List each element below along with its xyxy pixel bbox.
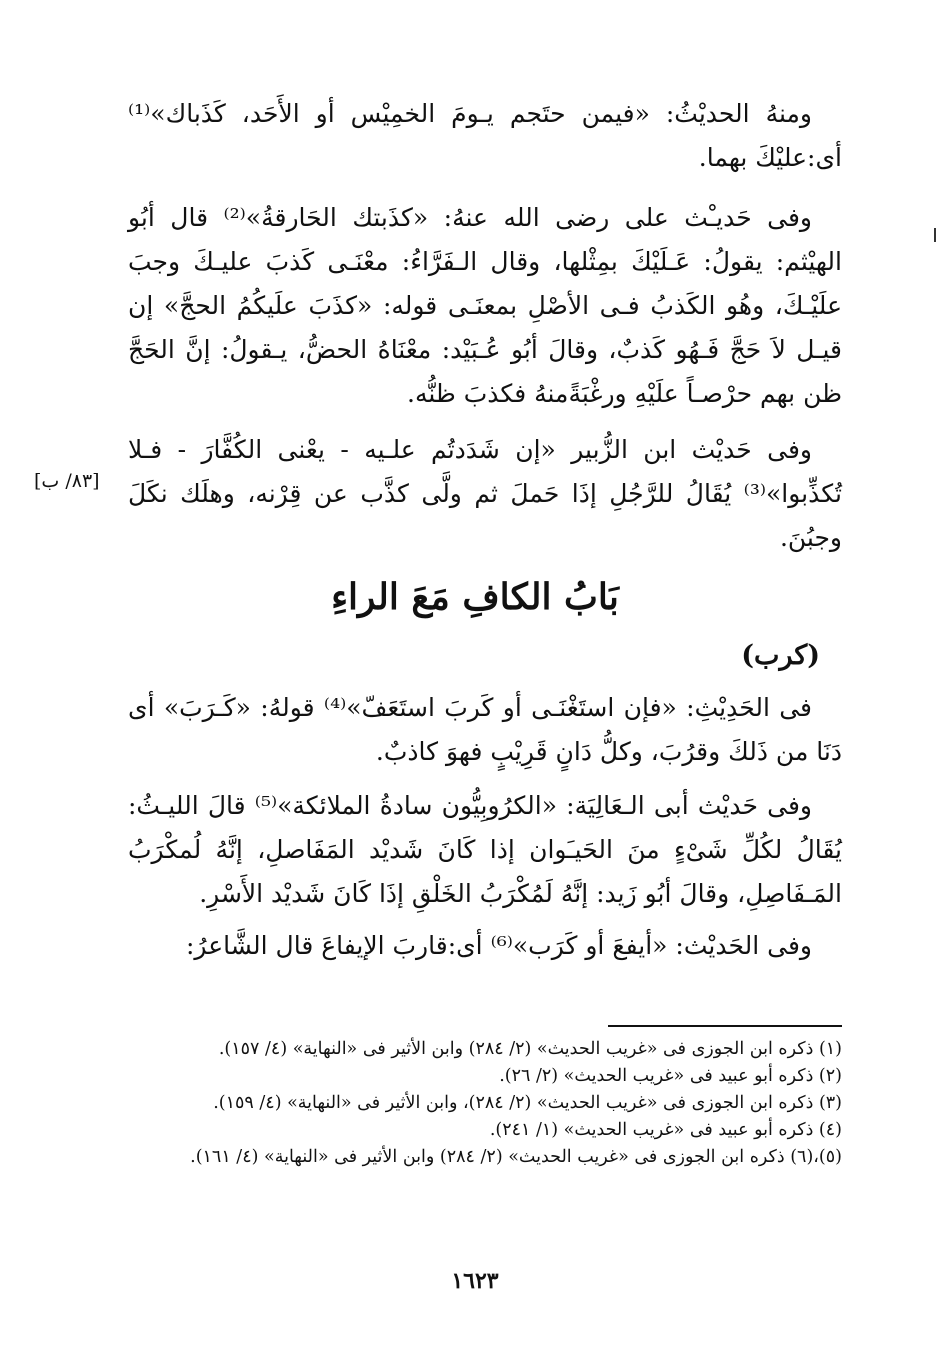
page-number: ١٦٢٣ [451, 1268, 499, 1294]
footnotes [130, 1036, 842, 1171]
footnote-2: (٢) ذكره أبو عبيد فى «غريب الحديث» (٢/ ٢٦). [499, 1066, 842, 1086]
footnote-5-6: (٥)،(٦) ذكره ابن الجوزى فى «غريب الحديث» (٢/ ٢٨٤) وابن الأثير فى «النهاية» (٤/ ١٦١). [190, 1147, 842, 1167]
footnote-separator [608, 1025, 842, 1027]
paragraph-6: وفى الحَديْث: «أيفعَ أو كَرَب»⁽⁶⁾ أى:قاربَ الإيفاعَ قال الشَّاعرُ: [185, 931, 812, 960]
paragraph-2: وفى حَديـْث على رضى الله عنهُ: «كذَبتك الحَارقةُ»⁽²⁾ قال أبُو الهيْثم: يقولُ: عَـلَيْكَ بمِثْلها، وقال الـفَرَّاءُ: معْنَـى كَذبَ عليـكَ وجبَ علَيْـكَ، وهُو الكَذبُ فـى الأصْلِ بمعنَـى قوله: «كذَبَ علَيكُمُ الحجَّ» إن قيـل لاَ حَجَّ فَـهُو كَذبٌ، وقالَ أبُو عُـبَيْد: معْنَاهُ الحضُّ، يـقولُ: إنَّ الحَجَّ ظن بهم حرْصـاً علَيْهِ ورغْبَةًمنهُ فكذبَ ظنُّه. [128, 203, 842, 408]
scan-artifact-mark [934, 228, 936, 242]
chapter-title: بَابُ الكافِ مَعَ الراءِ [331, 576, 619, 618]
margin-folio-reference: [٨٣/ ب] [34, 470, 100, 492]
footnote-4: (٤) ذكره أبو عبيد فى «غريب الحديث» (١/ ٢٤١). [489, 1120, 842, 1140]
paragraph-3: وفى حَديْث ابن الزُّبير «إن شَدَدتُم علـيه - يعْنى الكُفَّارَ - فـلا تُكذِّبوا»⁽³⁾ يُقَالُ للرَّجُلِ إذَا حَملَ ثم ولَّى كذَّب عن قِرْنه، وهلَك نكَلَ وجبُنَ. [128, 435, 842, 552]
text-block-top [128, 92, 842, 560]
paragraph-5: وفى حَديْث أبى الـعَالِيَة: «الكرُوبِيُّون سادةُ الملائكة»⁽⁵⁾ قالَ الليـثُ: يُقَالُ لكُلِّ شَىْءٍ منَ الحَيـَوان إذا كَانَ شَديْد المَفَاصلِ، إنَّهُ لُمكْرَبُ المَـفَاصِلِ، وقالَ أبُو زَيد: إنَّهُ لَمُكْرَبُ الخَلْقِ إذَا كَانَ شَديْد الأَسْرِ. [128, 791, 842, 908]
footnote-3: (٣) ذكره ابن الجوزى فى «غريب الحديث» (٢/ ٢٨٤)، وابن الأثير فى «النهاية» (٤/ ١٥٩). [213, 1093, 842, 1113]
root-heading: (كرب) [741, 640, 820, 671]
paragraph-4: فى الحَدِيْثِ: «فإن استَغْنَـى أو كَربَ استَعَفّ»⁽⁴⁾ قولهُ: «كَـرَبَ» أى دَنَا من ذَلكَ وقرُبَ، وكلُّ دَانٍ قَرِيْبٍ فهوَ كاذبٌ. [128, 693, 842, 766]
text-block-bottom [128, 686, 842, 968]
paragraph-1: ومنهُ الحديْثُ: «فيمن حتَجم يـومَ الخمِيْس أو الأَحَد، كَذَباك»⁽¹⁾ أى:عليْكَ بهما. [128, 99, 842, 172]
footnote-1: (١) ذكره ابن الجوزى فى «غريب الحديث» (٢/ ٢٨٤) وابن الأثير فى «النهاية» (٤/ ١٥٧). [218, 1039, 842, 1059]
